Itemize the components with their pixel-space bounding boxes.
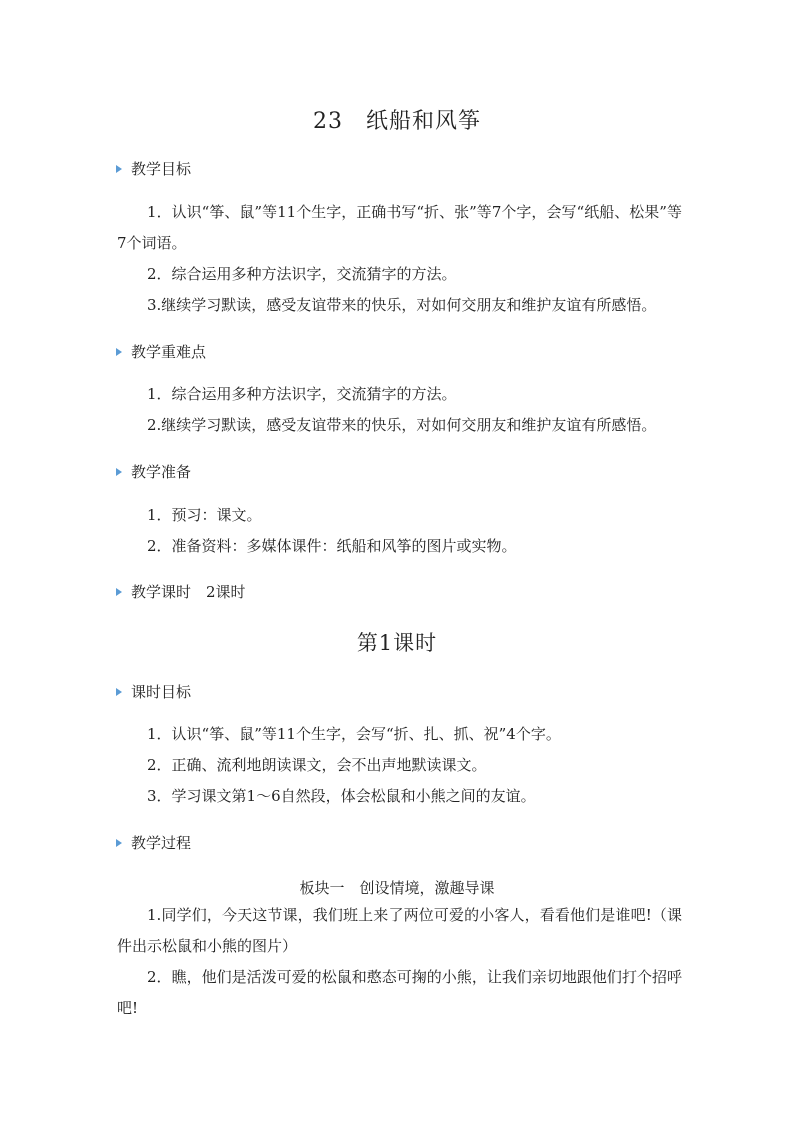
period-goal-item-3: 3．学习课文第1～6自然段，体会松鼠和小熊之间的友谊。: [147, 787, 536, 805]
section-class-periods: [116, 581, 246, 602]
keypoint-item-2: 2.继续学习默读，感受友谊带来的快乐，对如何交朋友和维护友谊有所感悟。: [147, 416, 657, 434]
prep-item-2: 2．准备资料：多媒体课件：纸船和风筝的图片或实物。: [147, 537, 517, 555]
section-key-points: [116, 341, 206, 362]
block-title: 板块一 创设情境，激趣导课: [299, 879, 495, 897]
triangle-bullet-icon: [116, 468, 122, 476]
period-goal-item-2: 2．正确、流利地朗读课文，会不出声地默读课文。: [147, 756, 487, 774]
block-paragraph-1: 1.同学们，今天这节课，我们班上来了两位可爱的小客人，看看他们是谁吧!（课件出示松鼠和小熊的图片）: [117, 906, 682, 955]
section-heading: 教学目标: [131, 160, 192, 178]
section-heading: 教学课时 2课时: [131, 583, 246, 601]
section-heading: 教学准备: [131, 463, 192, 481]
keypoint-item-1: 1．综合运用多种方法识字，交流猜字的方法。: [147, 385, 457, 403]
period-title: 第1课时: [356, 631, 438, 655]
period-goal-item-1: 1．认识“筝、鼠”等11个生字，会写“折、扎、抓、祝”4个字。: [147, 725, 561, 743]
triangle-bullet-icon: [116, 588, 122, 596]
triangle-bullet-icon: [116, 688, 122, 696]
block-paragraph-2: 2．瞧，他们是活泼可爱的松鼠和憨态可掬的小熊，让我们亲切地跟他们打个招呼吧!: [117, 968, 682, 1017]
triangle-bullet-icon: [116, 348, 122, 356]
goal-item-1: 1．认识“筝、鼠”等11个生字，正确书写“折、张”等7个字，会写“纸船、松果”等7个词语。: [117, 203, 682, 252]
section-period-goals: [116, 681, 191, 702]
goal-item-2: 2．综合运用多种方法识字，交流猜字的方法。: [147, 265, 457, 283]
section-preparation: [116, 461, 191, 482]
section-teaching-process: [116, 832, 191, 853]
lesson-title: 23 纸船和风筝: [313, 109, 481, 134]
section-teaching-goals: [116, 158, 191, 179]
section-heading: 课时目标: [131, 683, 192, 701]
prep-item-1: 1．预习：课文。: [147, 506, 262, 524]
section-heading: 教学重难点: [131, 343, 207, 361]
triangle-bullet-icon: [116, 839, 122, 847]
goal-item-3: 3.继续学习默读，感受友谊带来的快乐，对如何交朋友和维护友谊有所感悟。: [147, 296, 657, 314]
section-heading: 教学过程: [131, 834, 192, 852]
triangle-bullet-icon: [116, 165, 122, 173]
